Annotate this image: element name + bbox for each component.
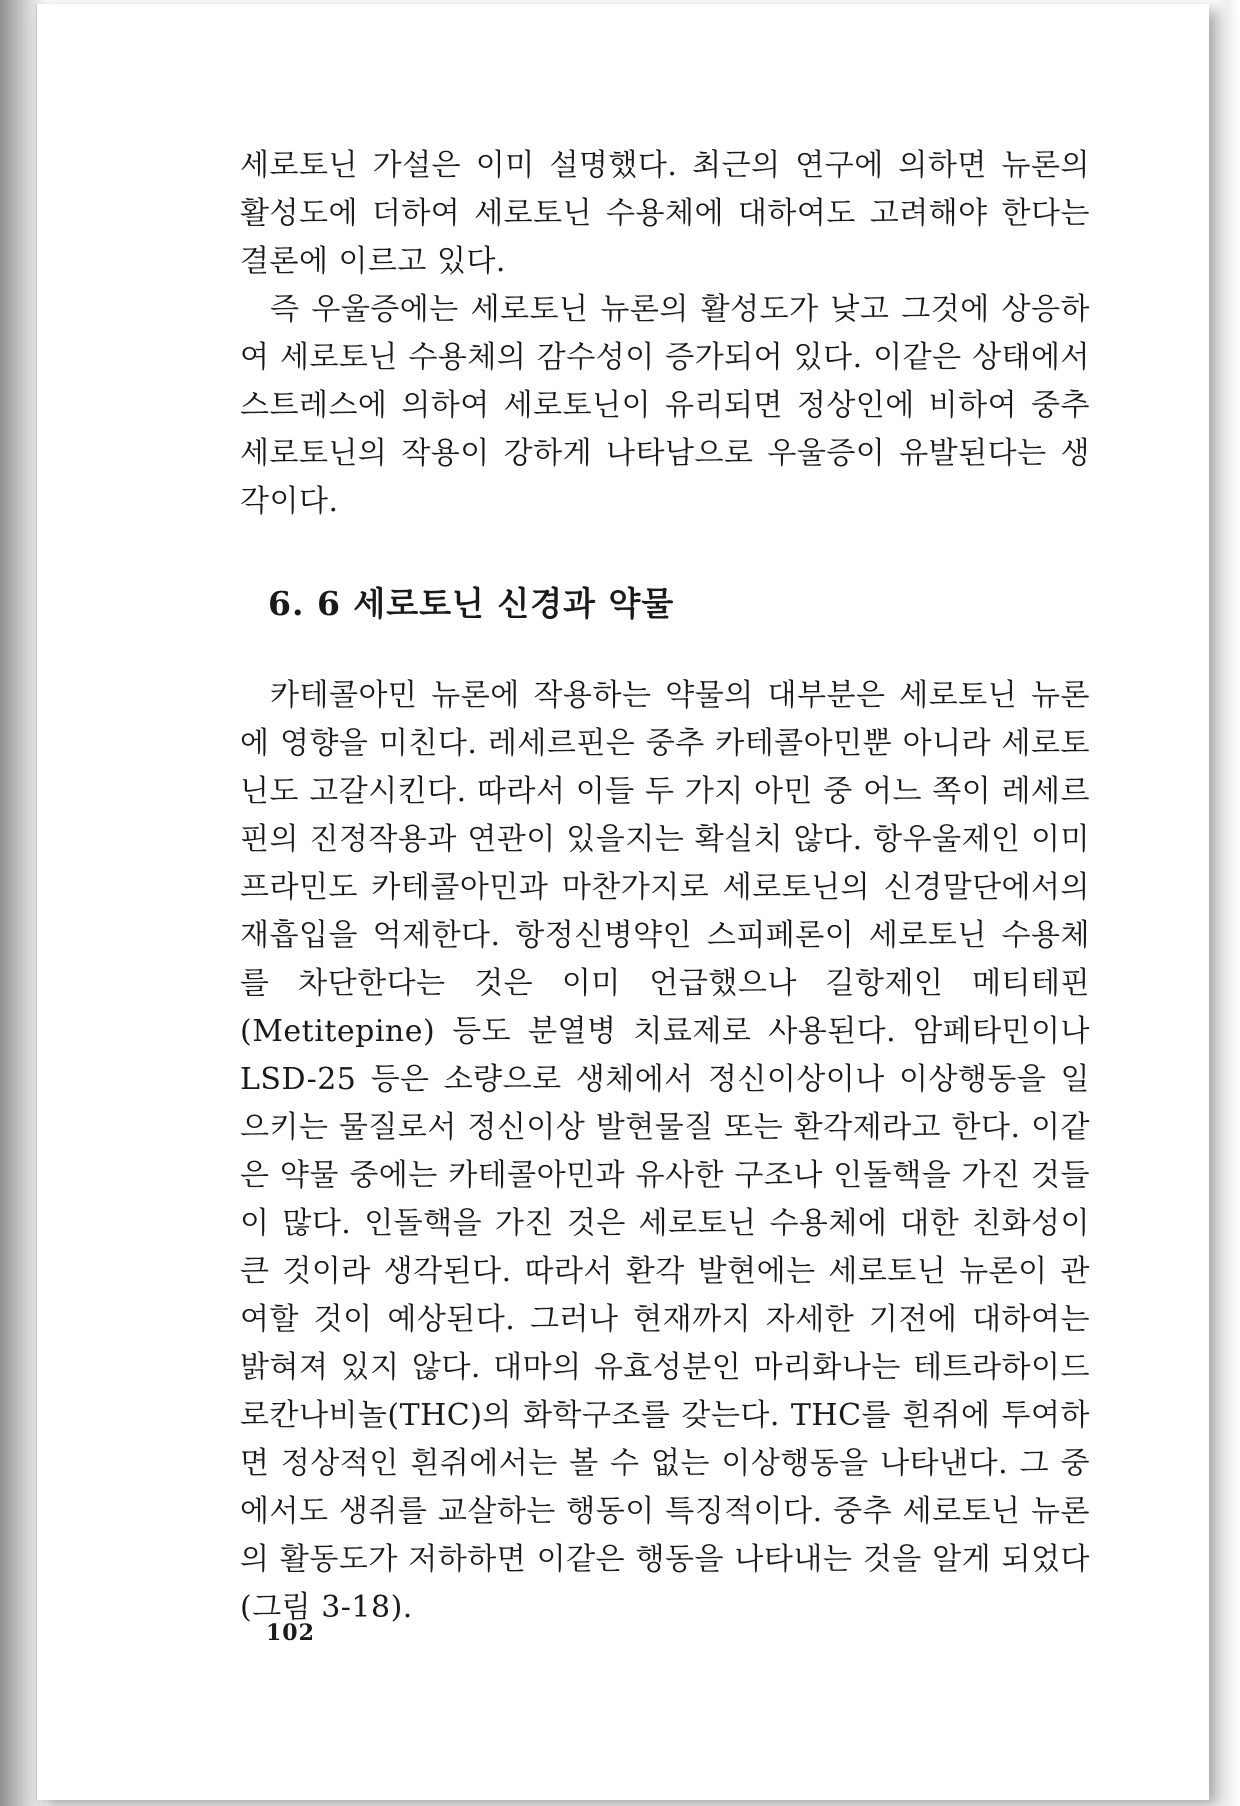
page-number: 102 [266,1620,315,1646]
section-heading: 6. 6 세로토닌 신경과 약물 [268,584,675,623]
paragraph-depression: 즉 우울증에는 세로토닌 뉴론의 활성도가 낮고 그것에 상응하여 세로토닌 수용체의 감수성이 증가되어 있다. 이같은 상태에서 스트레스에 의하여 세로토닌이 유리되면 정상인에 비하여 중추 세로토닌의 작용이 강하게 나타남으로 우울증이 유발된다는 생각이다. [240,292,1090,519]
paragraph-hypothesis: 세로토닌 가설은 이미 설명했다. 최근의 연구에 의하면 뉴론의 활성도에 더하여 세로토닌 수용체에 대하여도 고려해야 한다는 결론에 이르고 있다. [240,148,1090,279]
paragraph-drugs: 카테콜아민 뉴론에 작용하는 약물의 대부분은 세로토닌 뉴론에 영향을 미친다. 레세르핀은 중추 카테콜아민뿐 아니라 세로토닌도 고갈시킨다. 따라서 이들 두 가지 아민 중 어느 쪽이 레세르핀의 진정작용과 연관이 있을지는 확실치 않다. 항우울제인 이미프라민도 카테콜아민과 마찬가지로 세로토닌의 신경말단에서의 재흡입을 억제한다. 항정신병약인 스피페론이 세로토닌 수용체를 차단한다는 것은 이미 언급했으나 길항제인 메티테핀(Metitepine) 등도 분열병 치료제로 사용된다. 암페타민이나 LSD-25 등은 소량으로 생체에서 정신이상이나 이상행동을 일으키는 물질로서 정신이상 발현물질 또는 환각제라고 한다. 이같은 약물 중에는 카테콜아민과 유사한 구조나 인돌핵을 가진 것들이 많다. 인돌핵을 가진 것은 세로토닌 수용체에 대한 친화성이 큰 것이라 생각된다. 따라서 환각 발현에는 세로토닌 뉴론이 관여할 것이 예상된다. 그러나 현재까지 자세한 기전에 대하여는 밝혀져 있지 않다. 대마의 유효성분인 마리화나는 테트라하이드로칸나비놀(THC)의 화학구조를 갖는다. THC를 흰쥐에 투여하면 정상적인 흰쥐에서는 볼 수 없는 이상행동을 나타낸다. 그 중에서도 생쥐를 교살하는 행동이 특징적이다. 중추 세로토닌 뉴론의 활동도가 저하하면 이같은 행동을 나타내는 것을 알게 되었다(그림 3-18). [240,678,1090,1625]
section-text-block [240,672,1090,1632]
intro-text-block [240,142,1090,526]
page-edge [1210,0,1240,1806]
